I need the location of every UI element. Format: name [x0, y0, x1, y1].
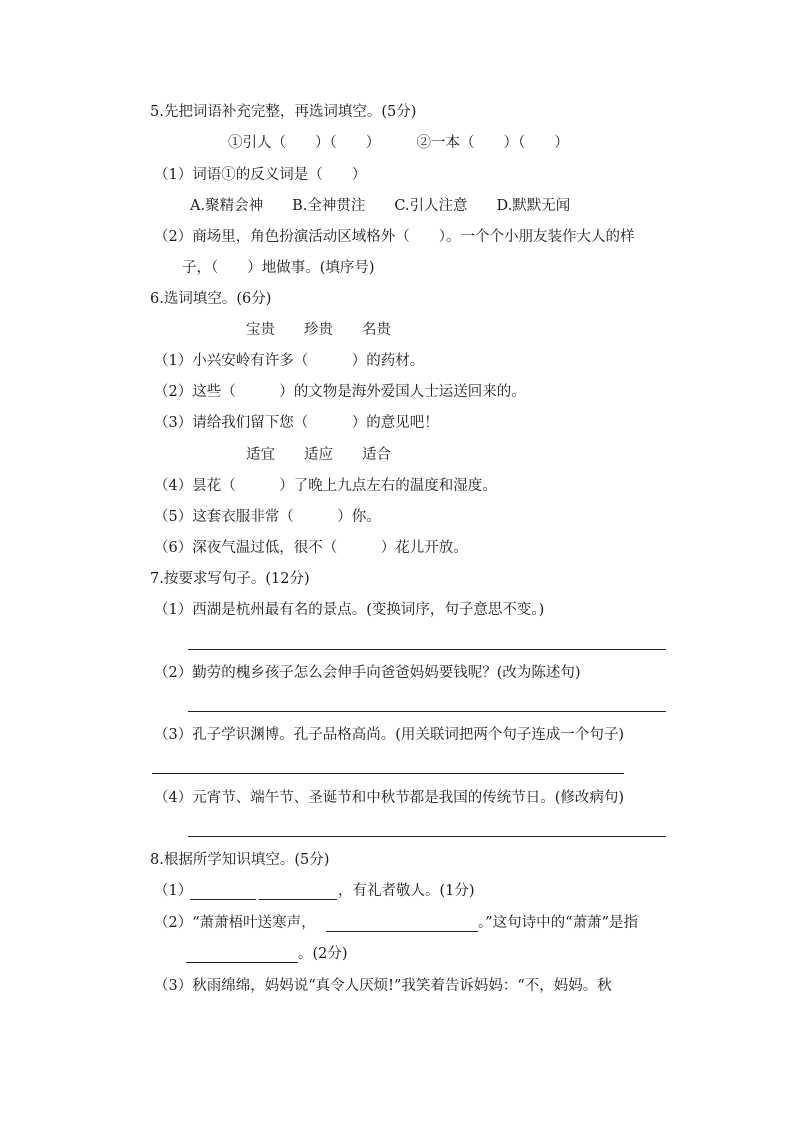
q8-item-1-prefix: （1）: [154, 883, 193, 899]
q7-item-1: （1）西湖是杭州最有名的景点。(变换词序，句子意思不变。): [154, 602, 545, 618]
q5-words: ①引人（ ）（ ） ②一本（ ）（ ）: [228, 135, 569, 151]
q6-item-6: （6）深夜气温过低，很不（ ）花儿开放。: [154, 540, 468, 556]
answer-line: [188, 836, 666, 837]
q6-heading: 6.选词填空。(6分): [150, 291, 272, 307]
q6-item-5: （5）这套衣服非常（ ）你。: [154, 509, 381, 525]
blank-line: [326, 931, 478, 932]
q5-sub1: （1）词语①的反义词是（ ）: [154, 167, 367, 183]
q8-item-3: （3）秋雨绵绵，妈妈说“真令人厌烦!”我笑着告诉妈妈：“不，妈妈。秋: [154, 978, 612, 994]
q8-heading: 8.根据所学知识填空。(5分): [150, 852, 330, 868]
q8-item-2-line2-suffix: 。(2分): [298, 946, 348, 962]
q5-sub2-line1: （2）商场里，角色扮演活动区域格外（ ）。一个个小朋友装作大人的样: [154, 229, 635, 245]
q6-item-4: （4）昙花（ ）了晚上九点左右的温度和湿度。: [154, 478, 497, 494]
q5-heading: 5.先把词语补充完整，再选词填空。(5分): [150, 104, 417, 120]
q6-word-group-1: 宝贵 珍贵 名贵: [246, 322, 391, 338]
q6-item-1: （1）小兴安岭有许多（ ）的药材。: [154, 353, 425, 369]
answer-line: [188, 711, 666, 712]
blank-line: [186, 962, 298, 963]
q8-item-1-suffix: ，有礼者敬人。(1分): [338, 883, 475, 899]
blank-line: [190, 899, 256, 900]
q8-item-2-suffix: 。”这句诗中的“萧萧”是指: [478, 915, 638, 931]
q7-item-4: （4）元宵节、端午节、圣诞节和中秋节都是我国的传统节日。(修改病句): [154, 790, 625, 806]
q7-item-2: （2）勤劳的槐乡孩子怎么会伸手向爸爸妈妈要钱呢？(改为陈述句): [154, 665, 581, 681]
q5-options: A.聚精会神 B.全神贯注 C.引人注意 D.默默无闻: [190, 198, 571, 214]
q6-item-3: （3）请给我们留下您（ ）的意见吧！: [154, 415, 439, 431]
answer-line: [152, 773, 624, 774]
q7-item-3: （3）孔子学识渊博。孔子品格高尚。(用关联词把两个句子连成一个句子): [154, 727, 625, 743]
blank-line: [259, 899, 337, 900]
q7-heading: 7.按要求写句子。(12分): [150, 571, 310, 587]
q6-word-group-2: 适宜 适应 适合: [246, 447, 391, 463]
answer-line: [188, 649, 666, 650]
q5-sub2-line2: 子，（ ）地做事。(填序号): [182, 260, 375, 276]
q6-item-2: （2）这些（ ）的文物是海外爱国人士运送回来的。: [154, 384, 526, 400]
q8-item-2-prefix: （2）“萧萧梧叶送寒声，: [154, 915, 316, 931]
